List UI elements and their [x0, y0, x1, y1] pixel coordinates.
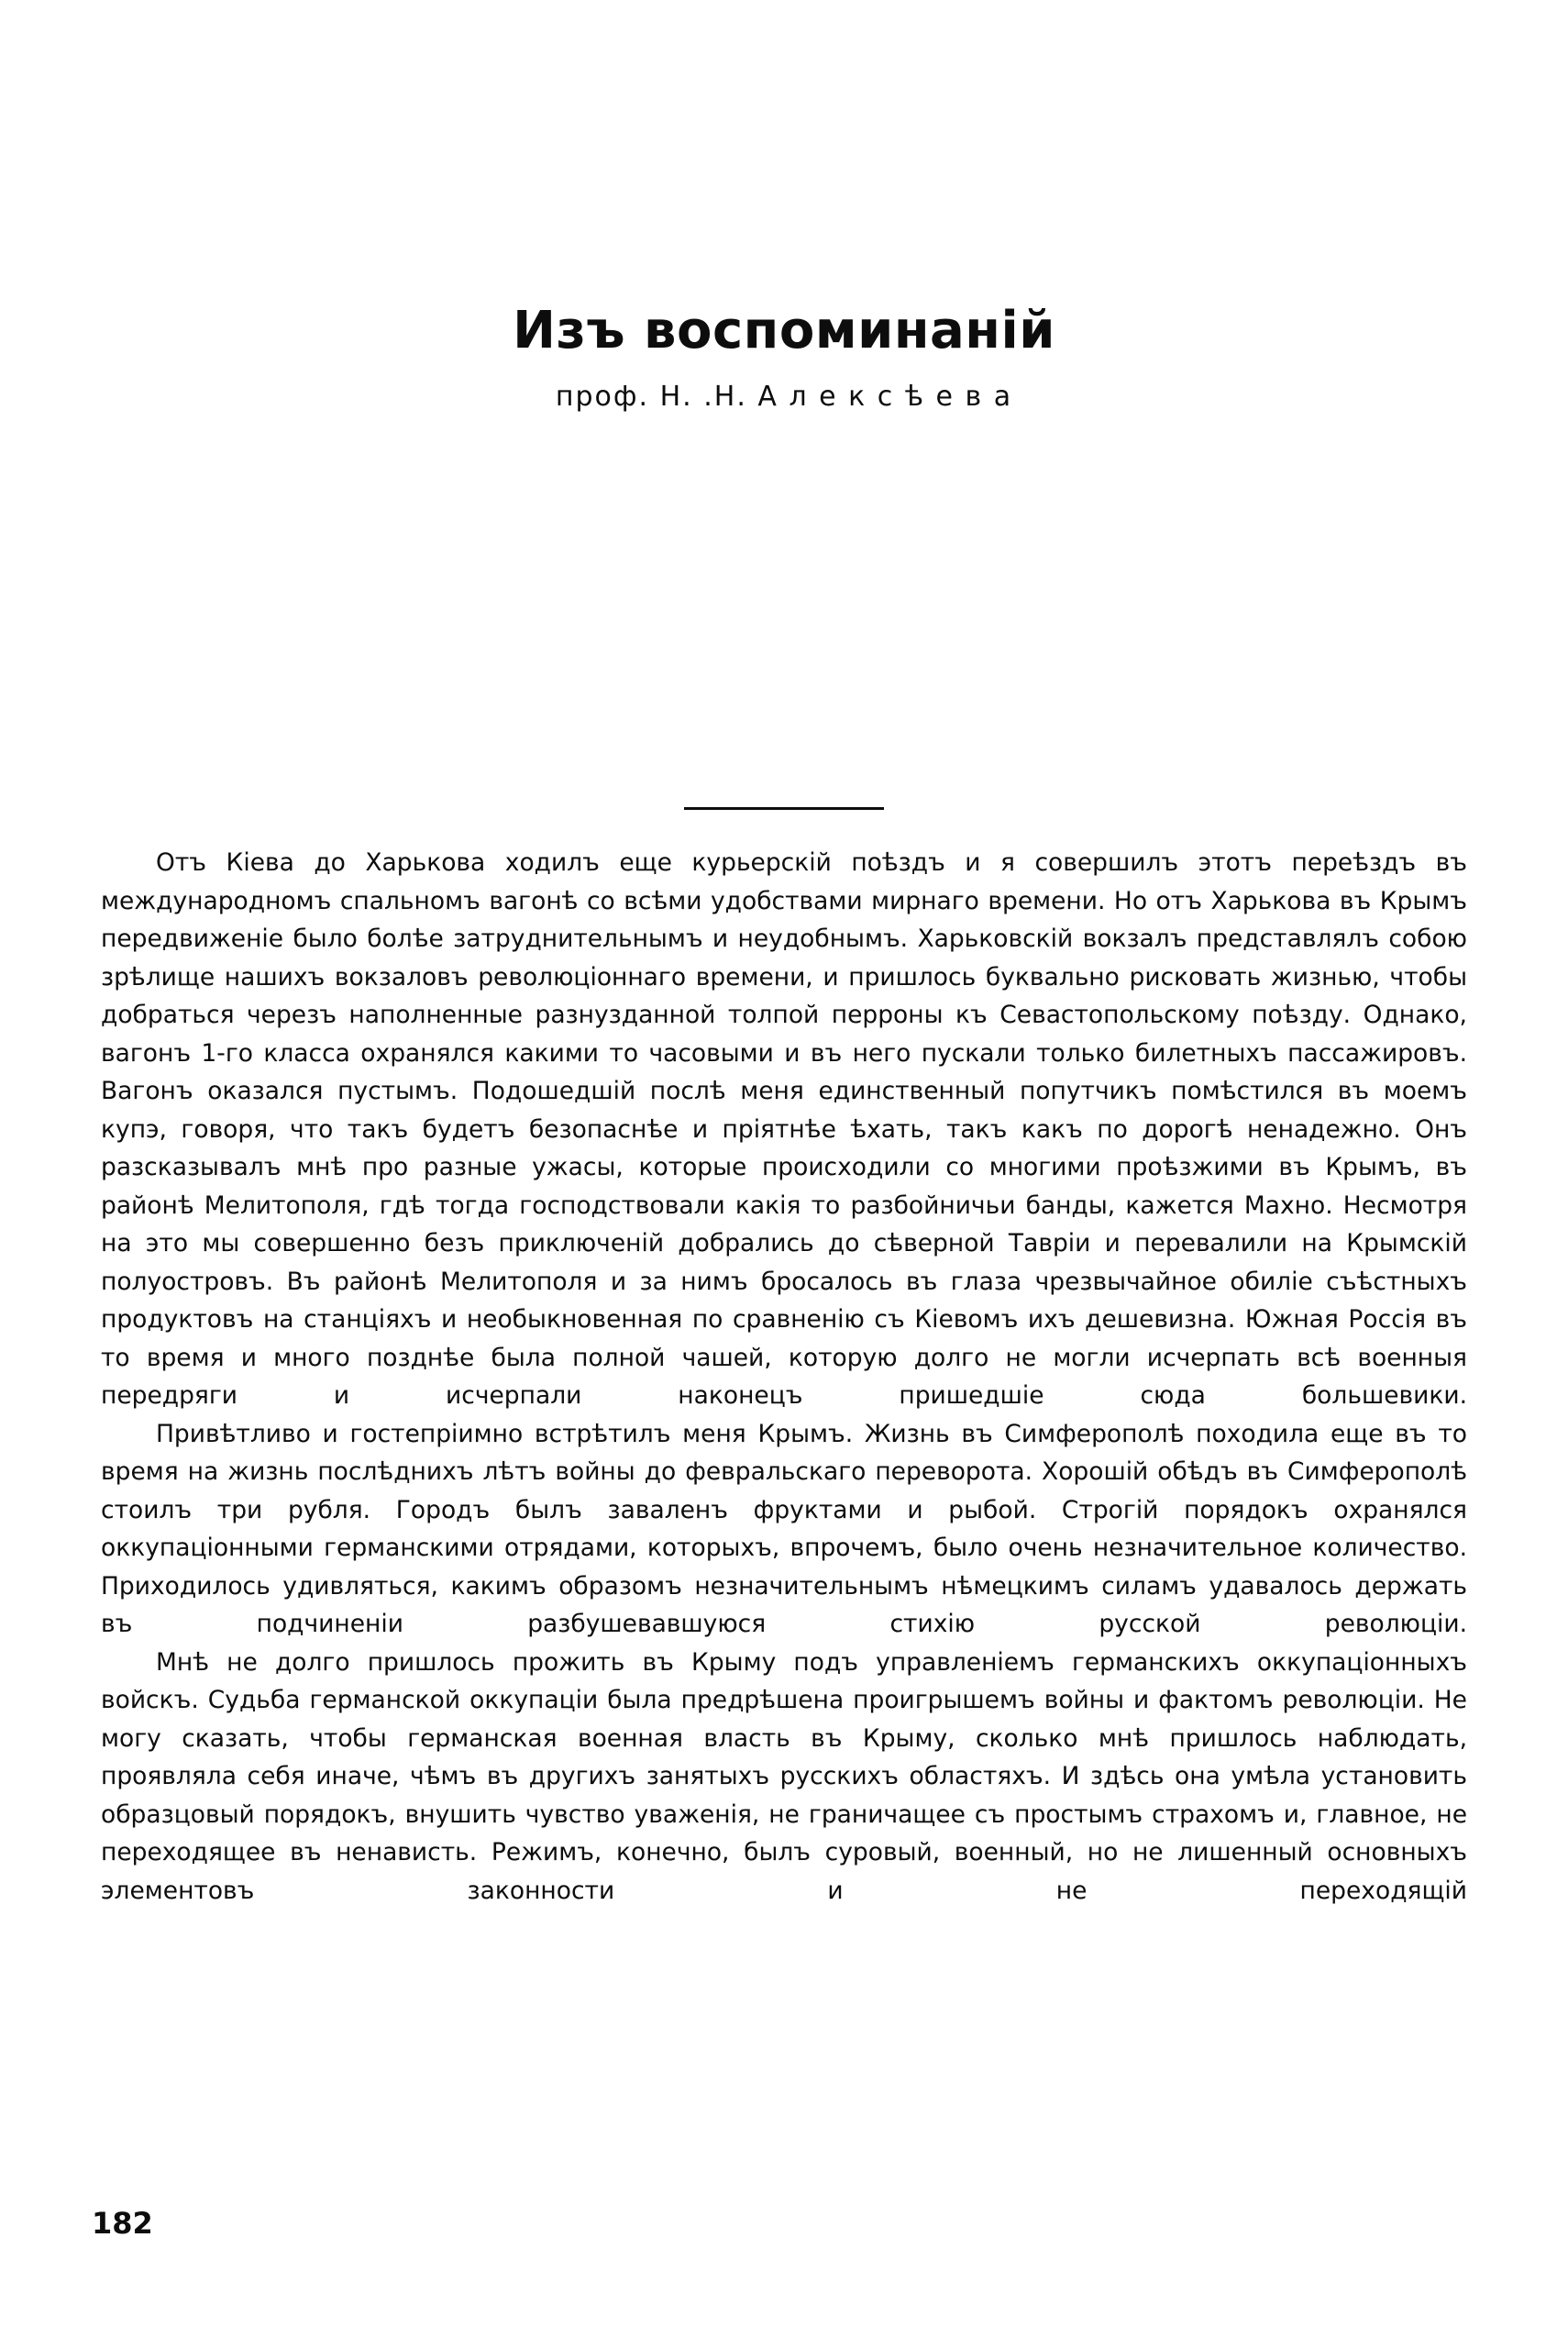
author-byline: проф. Н. .Н. А л е к с ѣ е в а	[555, 381, 1013, 413]
article-body	[101, 844, 1467, 1910]
paragraph: Мнѣ не долго пришлось прожить въ Крыму подъ управленiемъ германскихъ оккупацiонныхъ войскъ. Судьба германской оккупацiи была предрѣшена проигрышемъ войны и фактомъ революцiи. Не могу сказать, чтобы германская военная власть въ Крыму, сколько мнѣ пришлось наблюдать, проявляла себя иначе, чѣмъ въ другихъ занятыхъ русскихъ областяхъ. И здѣсь она умѣла установить образцовый порядокъ, внушить чувство уваженiя, не граничащее съ простымъ страхомъ и, главное, не переходящее въ ненависть. Режимъ, конечно, былъ суровый, военный, но не лишенный основныхъ элементовъ законности и не переходящiй	[101, 1647, 1467, 1905]
paragraph: Привѣтливо и гостепрiимно встрѣтилъ меня Крымъ. Жизнь въ Симферополѣ походила еще въ то время на жизнь послѣднихъ лѣтъ войны до февральскаго переворота. Хорошiй обѣдъ въ Симферополѣ стоилъ три рубля. Городъ былъ заваленъ фруктами и рыбой. Строгiй порядокъ охранялся оккупацiонными германскими отрядами, которыхъ, впрочемъ, было очень незначительное количество. Приходилось удивляться, какимъ образомъ незначительнымъ нѣмецкимъ силамъ удавалось держать въ подчиненiи разбушевавшуюся стихiю русской революцiи.	[101, 1419, 1467, 1638]
section-divider	[684, 807, 884, 810]
page-title: Изъ воспоминанiй	[513, 300, 1055, 360]
page-number: 182	[92, 2206, 153, 2241]
paragraph: Отъ Кiева до Харькова ходилъ еще курьерскiй поѣздъ и я совершилъ этотъ переѣздъ въ международномъ спальномъ вагонѣ со всѣми удобствами мирнаго времени. Но отъ Харькова въ Крымъ передвиженiе было болѣе затруднительнымъ и неудобнымъ. Харьковскiй вокзалъ представлялъ собою зрѣлище нашихъ вокзаловъ революцiоннаго времени, и пришлось буквально рисковать жизнью, чтобы добраться черезъ наполненные разнузданной толпой перроны къ Севастопольскому поѣзду. Однако, вагонъ 1-го класса охранялся какими то часовыми и въ него пускали только билетныхъ пассажировъ. Вагонъ оказался пустымъ. Подошедшiй послѣ меня единственный попутчикъ помѣстился въ моемъ купэ, говоря, что такъ будетъ безопаснѣе и прiятнѣе ѣхать, такъ какъ по дорогѣ ненадежно. Онъ разсказывалъ мнѣ про разные ужасы, которые происходили со многими проѣзжими въ Крымъ, въ районѣ Мелитополя, гдѣ тогда господствовали какiя то разбойничьи банды, кажется Махно. Несмотря на это мы совершенно безъ приключенiй добрались до сѣверной Таврiи и перевалили на Крымскiй полуостровъ. Въ районѣ Мелитополя и за нимъ бросалось въ глаза чрезвычайное обилiе съѣстныхъ продуктовъ на станцiяхъ и необыкновенная по сравненiю съ Кiевомъ ихъ дешевизна. Южная Россiя въ то время и много позднѣе была полной чашей, которую долго не могли исчерпать всѣ военныя передряги и исчерпали наконецъ пришедшiе сюда большевики.	[101, 848, 1467, 1410]
